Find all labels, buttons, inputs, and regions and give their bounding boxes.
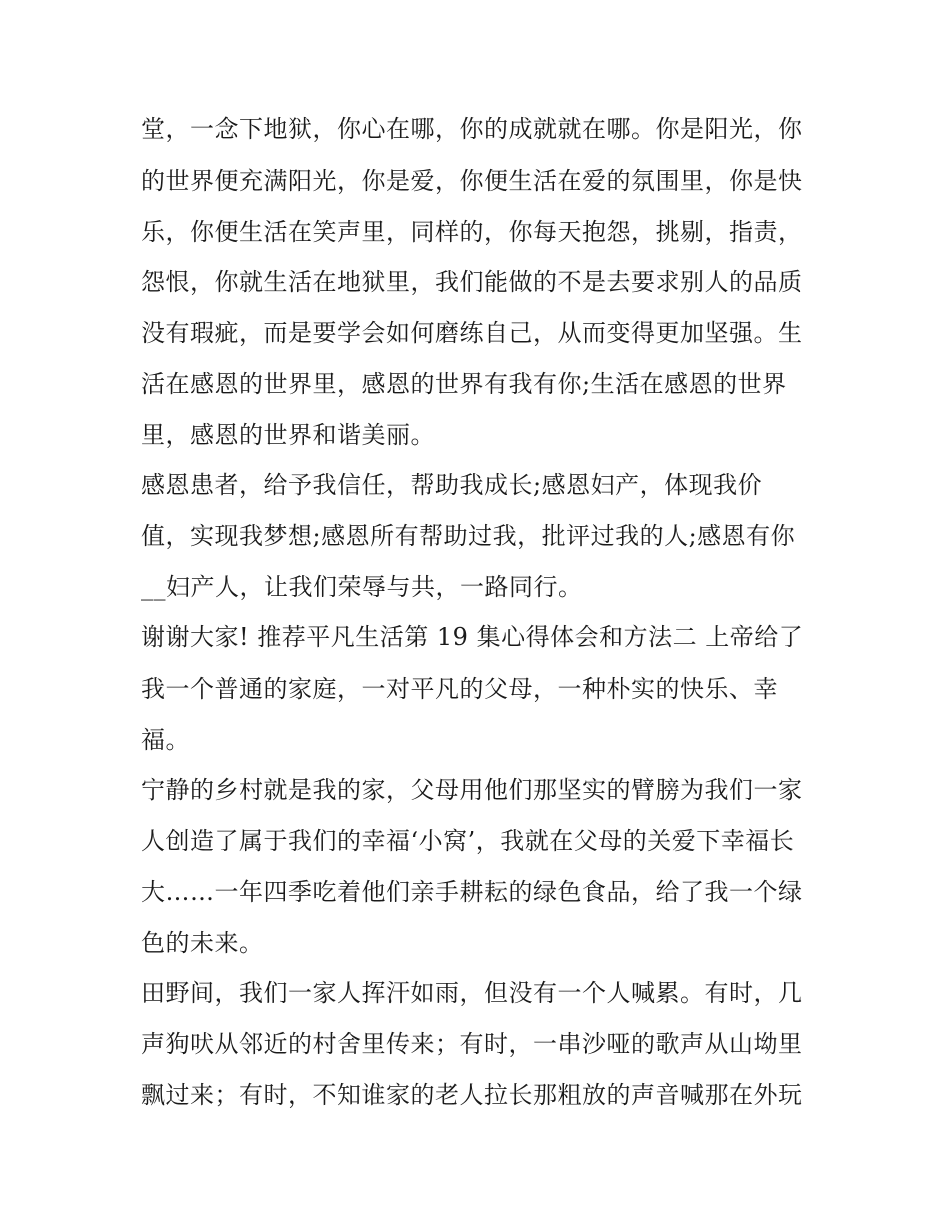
text-line: 活在感恩的世界里，感恩的世界有我有你;生活在感恩的世界	[141, 370, 787, 398]
text-line: 色的未来。	[141, 929, 264, 957]
text-line: 宁静的乡村就是我的家，父母用他们那坚实的臂膀为我们一家	[141, 776, 803, 804]
text-line: 怨恨，你就生活在地狱里，我们能做的不是去要求别人的品质	[141, 268, 803, 296]
text-line: 福。	[141, 726, 190, 754]
text-line: 声狗吠从邻近的村舍里传来；有时，一串沙哑的歌声从山坳里	[141, 1030, 803, 1058]
text-line: 我一个普通的家庭，一对平凡的父母，一种朴实的快乐、幸	[141, 675, 778, 703]
text-line: 人创造了属于我们的幸福‘小窝’，我就在父母的关爱下幸福长	[141, 827, 795, 855]
text-line: 大……一年四季吃着他们亲手耕耘的绿色食品，给了我一个绿	[141, 878, 803, 906]
text-line: 没有瑕疵，而是要学会如何磨练自己，从而变得更加坚强。生	[141, 319, 803, 347]
text-line: 乐，你便生活在笑声里，同样的，你每天抱怨，挑剔，指责，	[141, 218, 803, 246]
text-line: 的世界便充满阳光，你是爱，你便生活在爱的氛围里，你是快	[141, 167, 803, 195]
text-line: 感恩患者，给予我信任，帮助我成长;感恩妇产，体现我价	[141, 471, 763, 499]
text-line: 里，感恩的世界和谐美丽。	[141, 421, 435, 449]
text-line: 谢谢大家! 推荐平凡生活第 19 集心得体会和方法二 上帝给了	[141, 623, 804, 651]
text-line: 堂，一念下地狱，你心在哪，你的成就就在哪。你是阳光，你	[141, 115, 803, 143]
text-line: __妇产人，让我们荣辱与共，一路同行。	[141, 573, 583, 601]
text-line: 飘过来；有时，不知谁家的老人拉长那粗放的声音喊那在外玩	[141, 1081, 803, 1109]
text-line: 田野间，我们一家人挥汗如雨，但没有一个人喊累。有时，几	[141, 979, 803, 1007]
text-line: 值，实现我梦想;感恩所有帮助过我，批评过我的人;感恩有你	[141, 522, 796, 550]
